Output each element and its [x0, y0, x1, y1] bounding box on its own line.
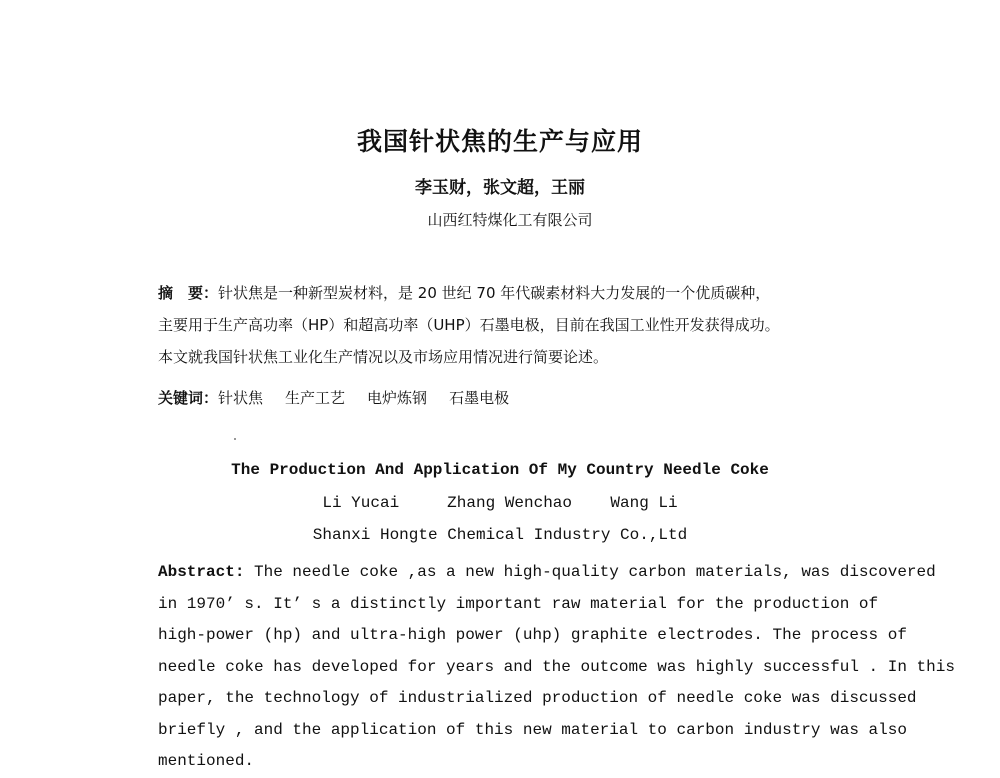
abstract-chinese-line: 主要用于生产高功率（HP）和超高功率（UHP）石墨电极，目前在我国工业性开发获得成功。 [158, 316, 780, 334]
abstract-english-line: mentioned. [158, 752, 255, 770]
abstract-english-line: paper, the technology of industrialized production of needle coke was discussed [158, 689, 917, 707]
abstract-english-line: Abstract: The needle coke ,as a new high-quality carbon materials, was discovered [158, 563, 936, 581]
keyword: 电炉炼钢 [367, 389, 428, 407]
abstract-chinese [158, 277, 858, 373]
abstract-english-line: high-power (hp) and ultra-high power (uhp) graphite electrodes. The process of [158, 626, 907, 644]
keywords-label: 关键词： [158, 389, 219, 407]
authors-chinese: 李玉财，张文超，王丽 [415, 178, 585, 198]
abstract-english-line: in 1970’ s. It’ s a distinctly important raw material for the production of [158, 594, 879, 613]
abstract-english-line: needle coke has developed for years and the outcome was highly successful . In this [158, 657, 955, 676]
title-english: The Production And Application Of My Country Needle Coke [231, 461, 769, 479]
title-chinese: 我国针状焦的生产与应用 [356, 127, 643, 156]
keywords-chinese [158, 387, 531, 408]
keyword: 石墨电极 [449, 389, 510, 407]
keyword: 针状焦 [218, 389, 264, 407]
affiliation-chinese: 山西红特煤化工有限公司 [427, 211, 593, 229]
keyword: 生产工艺 [285, 389, 346, 407]
abstract-chinese-line: 本文就我国针状焦工业化生产情况以及市场应用情况进行简要论述。 [158, 348, 609, 366]
abstract-english-label: Abstract: [158, 563, 245, 581]
affiliation-english: Shanxi Hongte Chemical Industry Co.,Ltd [312, 526, 688, 544]
authors-english: Li Yucai Zhang Wenchao Wang Li [322, 494, 678, 512]
abstract-chinese-line: 摘 要：针状焦是一种新型炭材料，是 20 世纪 70 年代碳素材料大力发展的一个优质碳种， [158, 284, 771, 302]
scan-speck [234, 438, 236, 440]
abstract-english [158, 557, 955, 778]
abstract-chinese-label: 摘 要： [158, 284, 219, 302]
abstract-english-line: briefly , and the application of this new material to carbon industry was also [158, 720, 907, 739]
